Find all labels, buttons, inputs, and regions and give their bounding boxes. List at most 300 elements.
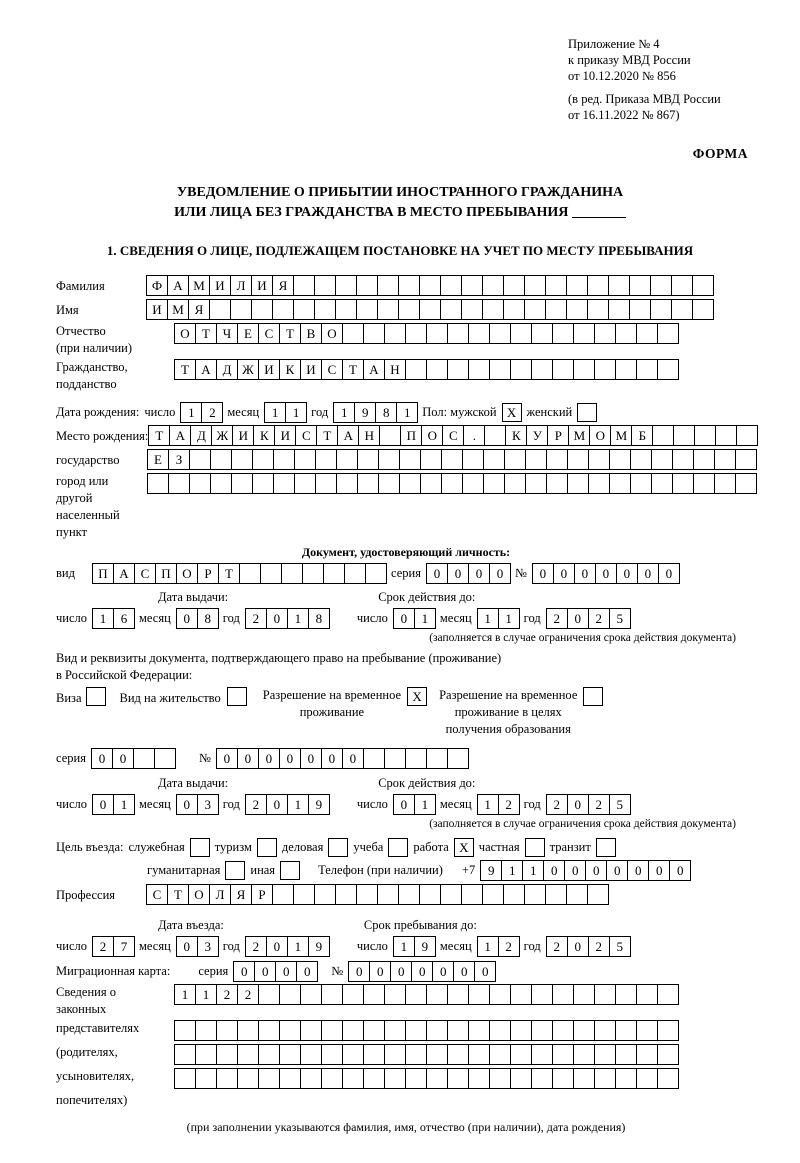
cell[interactable] bbox=[405, 1020, 427, 1041]
doc-number-input[interactable] bbox=[532, 563, 679, 584]
cell[interactable] bbox=[344, 563, 366, 584]
doc-series-input[interactable] bbox=[426, 563, 510, 584]
cell[interactable] bbox=[293, 275, 315, 296]
cell[interactable] bbox=[314, 299, 336, 320]
cell[interactable] bbox=[342, 1044, 364, 1065]
cell[interactable]: И bbox=[258, 359, 280, 380]
sex-male-checkbox[interactable]: X bbox=[502, 403, 522, 422]
cell[interactable] bbox=[594, 1044, 616, 1065]
cell[interactable]: К bbox=[279, 359, 301, 380]
purpose-option-checkbox[interactable] bbox=[525, 838, 545, 857]
cell[interactable]: 0 bbox=[92, 794, 114, 815]
cell[interactable]: 9 bbox=[308, 794, 330, 815]
permit-issue-day-input[interactable] bbox=[92, 794, 134, 815]
cell[interactable] bbox=[671, 275, 693, 296]
cell[interactable] bbox=[405, 359, 427, 380]
cell[interactable] bbox=[363, 1020, 385, 1041]
cell[interactable] bbox=[384, 1068, 406, 1089]
cell[interactable] bbox=[545, 275, 567, 296]
cell[interactable] bbox=[524, 275, 546, 296]
cell[interactable] bbox=[552, 323, 574, 344]
cell[interactable]: Ж bbox=[211, 425, 233, 446]
cell[interactable]: 1 bbox=[414, 608, 436, 629]
cell[interactable] bbox=[657, 1068, 679, 1089]
cell[interactable]: 1 bbox=[477, 794, 499, 815]
cell[interactable] bbox=[609, 473, 631, 494]
cell[interactable]: 5 bbox=[609, 936, 631, 957]
cell[interactable]: А bbox=[363, 359, 385, 380]
cell[interactable] bbox=[357, 473, 379, 494]
cell[interactable] bbox=[692, 299, 714, 320]
purpose-option-checkbox[interactable]: X bbox=[454, 838, 474, 857]
cell[interactable]: Я bbox=[230, 884, 252, 905]
cell[interactable] bbox=[504, 473, 526, 494]
cell[interactable]: 5 bbox=[609, 794, 631, 815]
cell[interactable] bbox=[468, 1044, 490, 1065]
cell[interactable] bbox=[447, 1020, 469, 1041]
cell[interactable]: 0 bbox=[266, 936, 288, 957]
cell[interactable] bbox=[652, 425, 674, 446]
cell[interactable]: С bbox=[442, 425, 464, 446]
cell[interactable] bbox=[510, 1068, 532, 1089]
cell[interactable] bbox=[314, 275, 336, 296]
cell[interactable]: 1 bbox=[195, 984, 217, 1005]
cell[interactable]: М bbox=[188, 275, 210, 296]
cell[interactable]: А bbox=[167, 275, 189, 296]
cell[interactable]: 0 bbox=[426, 563, 448, 584]
cell[interactable] bbox=[258, 984, 280, 1005]
cell[interactable] bbox=[588, 449, 610, 470]
cell[interactable] bbox=[629, 275, 651, 296]
cell[interactable]: К bbox=[505, 425, 527, 446]
cell[interactable] bbox=[335, 299, 357, 320]
cell[interactable] bbox=[510, 359, 532, 380]
cell[interactable] bbox=[615, 1044, 637, 1065]
cell[interactable]: 1 bbox=[287, 608, 309, 629]
cell[interactable] bbox=[657, 1020, 679, 1041]
cell[interactable]: Я bbox=[272, 275, 294, 296]
cell[interactable] bbox=[587, 884, 609, 905]
permit-series-input[interactable] bbox=[91, 748, 175, 769]
cell[interactable] bbox=[189, 449, 211, 470]
cell[interactable]: 0 bbox=[637, 563, 659, 584]
cell[interactable] bbox=[504, 449, 526, 470]
cell[interactable]: 0 bbox=[296, 961, 318, 982]
cell[interactable] bbox=[237, 1044, 259, 1065]
cell[interactable]: 0 bbox=[348, 961, 370, 982]
purpose-option-checkbox[interactable] bbox=[388, 838, 408, 857]
cell[interactable] bbox=[335, 884, 357, 905]
permit-issue-year-input[interactable] bbox=[245, 794, 329, 815]
cell[interactable]: 9 bbox=[414, 936, 436, 957]
cell[interactable] bbox=[447, 1068, 469, 1089]
cell[interactable] bbox=[258, 1044, 280, 1065]
doc-issue-day-input[interactable] bbox=[92, 608, 134, 629]
cell[interactable]: 0 bbox=[567, 936, 589, 957]
cell[interactable] bbox=[321, 1068, 343, 1089]
cell[interactable] bbox=[657, 1044, 679, 1065]
cell[interactable] bbox=[323, 563, 345, 584]
doc-issue-year-input[interactable] bbox=[245, 608, 329, 629]
cell[interactable] bbox=[630, 449, 652, 470]
cell[interactable]: 0 bbox=[258, 748, 280, 769]
cell[interactable]: 0 bbox=[585, 860, 607, 881]
cell[interactable] bbox=[672, 449, 694, 470]
cell[interactable] bbox=[552, 1020, 574, 1041]
cell[interactable] bbox=[566, 275, 588, 296]
cell[interactable] bbox=[461, 299, 483, 320]
cell[interactable] bbox=[503, 299, 525, 320]
cell[interactable] bbox=[281, 563, 303, 584]
cell[interactable]: 1 bbox=[477, 608, 499, 629]
cell[interactable] bbox=[573, 984, 595, 1005]
cell[interactable]: 0 bbox=[266, 794, 288, 815]
cell[interactable] bbox=[314, 884, 336, 905]
cell[interactable] bbox=[279, 1044, 301, 1065]
cell[interactable] bbox=[566, 884, 588, 905]
migration-series-input[interactable] bbox=[233, 961, 317, 982]
purpose-option-checkbox[interactable] bbox=[280, 861, 300, 880]
cell[interactable]: 0 bbox=[266, 608, 288, 629]
cell[interactable] bbox=[650, 275, 672, 296]
cell[interactable]: 0 bbox=[543, 860, 565, 881]
cell[interactable]: Т bbox=[167, 884, 189, 905]
cell[interactable] bbox=[615, 359, 637, 380]
cell[interactable]: С bbox=[321, 359, 343, 380]
cell[interactable] bbox=[447, 984, 469, 1005]
doc-valid-month-input[interactable] bbox=[477, 608, 519, 629]
cell[interactable] bbox=[615, 1068, 637, 1089]
purpose-option[interactable] bbox=[408, 837, 473, 858]
doc-kind-input[interactable] bbox=[92, 563, 386, 584]
cell[interactable]: 0 bbox=[393, 794, 415, 815]
cell[interactable] bbox=[377, 299, 399, 320]
cell[interactable]: 0 bbox=[112, 748, 134, 769]
cell[interactable] bbox=[384, 323, 406, 344]
cell[interactable] bbox=[657, 359, 679, 380]
cell[interactable] bbox=[735, 449, 757, 470]
cell[interactable] bbox=[378, 449, 400, 470]
birthplace-line-2-input[interactable] bbox=[147, 449, 756, 470]
cell[interactable] bbox=[510, 1020, 532, 1041]
cell[interactable] bbox=[587, 299, 609, 320]
cell[interactable]: 2 bbox=[546, 794, 568, 815]
cell[interactable] bbox=[715, 425, 737, 446]
cell[interactable] bbox=[615, 984, 637, 1005]
cell[interactable] bbox=[594, 1068, 616, 1089]
cell[interactable] bbox=[231, 449, 253, 470]
cell[interactable]: А bbox=[337, 425, 359, 446]
cell[interactable] bbox=[447, 1044, 469, 1065]
surname-input[interactable] bbox=[146, 275, 713, 296]
cell[interactable] bbox=[588, 473, 610, 494]
cell[interactable] bbox=[567, 473, 589, 494]
cell[interactable] bbox=[440, 275, 462, 296]
cell[interactable]: 0 bbox=[532, 563, 554, 584]
cell[interactable] bbox=[174, 1044, 196, 1065]
cell[interactable] bbox=[525, 449, 547, 470]
cell[interactable] bbox=[174, 1020, 196, 1041]
cell[interactable] bbox=[545, 299, 567, 320]
cell[interactable] bbox=[230, 299, 252, 320]
cell[interactable]: П bbox=[400, 425, 422, 446]
cell[interactable]: 0 bbox=[91, 748, 113, 769]
cell[interactable] bbox=[272, 884, 294, 905]
cell[interactable]: 0 bbox=[468, 563, 490, 584]
cell[interactable]: 0 bbox=[390, 961, 412, 982]
cell[interactable] bbox=[594, 359, 616, 380]
cell[interactable] bbox=[694, 425, 716, 446]
cell[interactable]: 0 bbox=[411, 961, 433, 982]
cell[interactable] bbox=[636, 359, 658, 380]
cell[interactable] bbox=[426, 1068, 448, 1089]
cell[interactable]: 0 bbox=[627, 860, 649, 881]
cell[interactable] bbox=[405, 1044, 427, 1065]
cell[interactable] bbox=[405, 748, 427, 769]
cell[interactable] bbox=[405, 323, 427, 344]
cell[interactable]: З bbox=[168, 449, 190, 470]
cell[interactable] bbox=[342, 984, 364, 1005]
stay-month-input[interactable] bbox=[477, 936, 519, 957]
cell[interactable] bbox=[567, 449, 589, 470]
cell[interactable]: 0 bbox=[474, 961, 496, 982]
cell[interactable] bbox=[342, 1068, 364, 1089]
cell[interactable]: 0 bbox=[342, 748, 364, 769]
cell[interactable] bbox=[573, 1020, 595, 1041]
cell[interactable]: Б bbox=[631, 425, 653, 446]
cell[interactable]: 0 bbox=[669, 860, 691, 881]
cell[interactable]: 1 bbox=[501, 860, 523, 881]
cell[interactable]: 0 bbox=[567, 794, 589, 815]
cell[interactable] bbox=[216, 1020, 238, 1041]
cell[interactable]: 9 bbox=[308, 936, 330, 957]
cell[interactable]: 8 bbox=[197, 608, 219, 629]
cell[interactable] bbox=[419, 884, 441, 905]
cell[interactable] bbox=[468, 1020, 490, 1041]
cell[interactable]: Ф bbox=[146, 275, 168, 296]
cell[interactable]: 2 bbox=[216, 984, 238, 1005]
cell[interactable]: 6 bbox=[113, 608, 135, 629]
cell[interactable] bbox=[468, 359, 490, 380]
cell[interactable] bbox=[524, 884, 546, 905]
cell[interactable] bbox=[210, 449, 232, 470]
cell[interactable]: 0 bbox=[393, 608, 415, 629]
cell[interactable] bbox=[462, 473, 484, 494]
cell[interactable] bbox=[441, 449, 463, 470]
cell[interactable] bbox=[531, 359, 553, 380]
cell[interactable]: 1 bbox=[92, 608, 114, 629]
cell[interactable] bbox=[629, 299, 651, 320]
cell[interactable]: А bbox=[169, 425, 191, 446]
cell[interactable] bbox=[342, 1020, 364, 1041]
cell[interactable]: 1 bbox=[180, 402, 202, 423]
cell[interactable] bbox=[650, 299, 672, 320]
cell[interactable]: 0 bbox=[564, 860, 586, 881]
cell[interactable] bbox=[636, 984, 658, 1005]
cell[interactable]: 2 bbox=[588, 794, 610, 815]
cell[interactable]: О bbox=[421, 425, 443, 446]
cell[interactable] bbox=[636, 1044, 658, 1065]
cell[interactable]: Н bbox=[358, 425, 380, 446]
cell[interactable] bbox=[693, 473, 715, 494]
cell[interactable] bbox=[384, 1044, 406, 1065]
cell[interactable] bbox=[336, 449, 358, 470]
purpose-option[interactable] bbox=[124, 837, 210, 858]
cell[interactable] bbox=[321, 1044, 343, 1065]
cell[interactable] bbox=[636, 1020, 658, 1041]
cell[interactable] bbox=[525, 473, 547, 494]
stay-year-input[interactable] bbox=[546, 936, 630, 957]
birthplace-line-3-input[interactable] bbox=[147, 473, 756, 494]
cell[interactable] bbox=[672, 473, 694, 494]
entry-day-input[interactable] bbox=[92, 936, 134, 957]
cell[interactable] bbox=[363, 748, 385, 769]
cell[interactable]: А bbox=[195, 359, 217, 380]
purpose-option-checkbox[interactable] bbox=[190, 838, 210, 857]
cell[interactable] bbox=[321, 1020, 343, 1041]
cell[interactable]: 0 bbox=[176, 608, 198, 629]
cell[interactable] bbox=[714, 473, 736, 494]
cell[interactable] bbox=[573, 359, 595, 380]
cell[interactable] bbox=[735, 473, 757, 494]
cell[interactable]: 1 bbox=[174, 984, 196, 1005]
cell[interactable] bbox=[302, 563, 324, 584]
cell[interactable] bbox=[552, 1068, 574, 1089]
cell[interactable] bbox=[573, 1068, 595, 1089]
legal-line-3-input[interactable] bbox=[174, 1044, 678, 1065]
edu-residence-checkbox[interactable] bbox=[583, 687, 603, 706]
cell[interactable] bbox=[426, 323, 448, 344]
cell[interactable]: 0 bbox=[237, 748, 259, 769]
purpose-option[interactable] bbox=[348, 837, 408, 858]
cell[interactable]: 2 bbox=[92, 936, 114, 957]
cell[interactable]: О bbox=[589, 425, 611, 446]
cell[interactable]: 0 bbox=[658, 563, 680, 584]
cell[interactable] bbox=[300, 984, 322, 1005]
cell[interactable] bbox=[300, 1020, 322, 1041]
cell[interactable]: 2 bbox=[237, 984, 259, 1005]
cell[interactable]: В bbox=[300, 323, 322, 344]
cell[interactable]: 1 bbox=[113, 794, 135, 815]
cell[interactable] bbox=[419, 275, 441, 296]
cell[interactable] bbox=[657, 323, 679, 344]
cell[interactable]: . bbox=[463, 425, 485, 446]
cell[interactable]: 2 bbox=[245, 936, 267, 957]
cell[interactable]: 0 bbox=[553, 563, 575, 584]
cell[interactable]: О bbox=[176, 563, 198, 584]
cell[interactable] bbox=[552, 984, 574, 1005]
cell[interactable] bbox=[237, 1020, 259, 1041]
cell[interactable]: О bbox=[174, 323, 196, 344]
cell[interactable] bbox=[356, 884, 378, 905]
doc-issue-month-input[interactable] bbox=[176, 608, 218, 629]
cell[interactable] bbox=[594, 984, 616, 1005]
permit-valid-day-input[interactable] bbox=[393, 794, 435, 815]
cell[interactable] bbox=[503, 275, 525, 296]
cell[interactable]: 1 bbox=[396, 402, 418, 423]
cell[interactable] bbox=[692, 275, 714, 296]
cell[interactable]: 0 bbox=[447, 563, 469, 584]
cell[interactable] bbox=[279, 1020, 301, 1041]
cell[interactable] bbox=[510, 323, 532, 344]
cell[interactable]: И bbox=[232, 425, 254, 446]
cell[interactable]: 0 bbox=[275, 961, 297, 982]
cell[interactable] bbox=[321, 984, 343, 1005]
cell[interactable]: 2 bbox=[588, 608, 610, 629]
cell[interactable] bbox=[379, 425, 401, 446]
cell[interactable]: И bbox=[300, 359, 322, 380]
cell[interactable] bbox=[531, 1068, 553, 1089]
cell[interactable]: 2 bbox=[588, 936, 610, 957]
cell[interactable]: 3 bbox=[197, 936, 219, 957]
cell[interactable]: И bbox=[274, 425, 296, 446]
cell[interactable] bbox=[384, 748, 406, 769]
purpose-option[interactable] bbox=[277, 837, 348, 858]
cell[interactable]: У bbox=[526, 425, 548, 446]
cell[interactable] bbox=[258, 1020, 280, 1041]
cell[interactable] bbox=[693, 449, 715, 470]
cell[interactable] bbox=[420, 473, 442, 494]
cell[interactable]: Я bbox=[188, 299, 210, 320]
cell[interactable] bbox=[657, 984, 679, 1005]
cell[interactable]: 1 bbox=[477, 936, 499, 957]
cell[interactable]: 0 bbox=[432, 961, 454, 982]
cell[interactable]: Ж bbox=[237, 359, 259, 380]
cell[interactable] bbox=[736, 425, 758, 446]
cell[interactable] bbox=[714, 449, 736, 470]
cell[interactable]: 7 bbox=[113, 936, 135, 957]
cell[interactable] bbox=[293, 884, 315, 905]
cell[interactable]: И bbox=[146, 299, 168, 320]
cell[interactable]: О bbox=[188, 884, 210, 905]
cell[interactable] bbox=[489, 359, 511, 380]
phone-input[interactable] bbox=[480, 860, 690, 881]
cell[interactable] bbox=[447, 359, 469, 380]
cell[interactable]: 0 bbox=[216, 748, 238, 769]
cell[interactable]: 0 bbox=[233, 961, 255, 982]
purpose-option-checkbox[interactable] bbox=[257, 838, 277, 857]
cell[interactable] bbox=[546, 473, 568, 494]
cell[interactable] bbox=[468, 323, 490, 344]
cell[interactable]: 2 bbox=[498, 794, 520, 815]
cell[interactable] bbox=[630, 473, 652, 494]
cell[interactable]: П bbox=[155, 563, 177, 584]
cell[interactable] bbox=[441, 473, 463, 494]
cell[interactable]: 2 bbox=[546, 936, 568, 957]
cell[interactable] bbox=[426, 984, 448, 1005]
cell[interactable] bbox=[195, 1044, 217, 1065]
cell[interactable] bbox=[168, 473, 190, 494]
cell[interactable] bbox=[440, 884, 462, 905]
cell[interactable]: 1 bbox=[498, 608, 520, 629]
birth-day-input[interactable] bbox=[180, 402, 222, 423]
visa-checkbox[interactable] bbox=[86, 687, 106, 706]
cell[interactable]: 8 bbox=[375, 402, 397, 423]
purpose-option[interactable] bbox=[245, 860, 300, 881]
cell[interactable]: Р bbox=[547, 425, 569, 446]
cell[interactable] bbox=[608, 299, 630, 320]
cell[interactable] bbox=[315, 473, 337, 494]
stay-day-input[interactable] bbox=[393, 936, 435, 957]
cell[interactable] bbox=[336, 473, 358, 494]
cell[interactable]: 1 bbox=[414, 794, 436, 815]
cell[interactable] bbox=[216, 1044, 238, 1065]
cell[interactable]: 1 bbox=[287, 794, 309, 815]
cell[interactable]: М bbox=[568, 425, 590, 446]
legal-line-4-input[interactable] bbox=[174, 1068, 678, 1089]
cell[interactable] bbox=[482, 299, 504, 320]
cell[interactable] bbox=[231, 473, 253, 494]
